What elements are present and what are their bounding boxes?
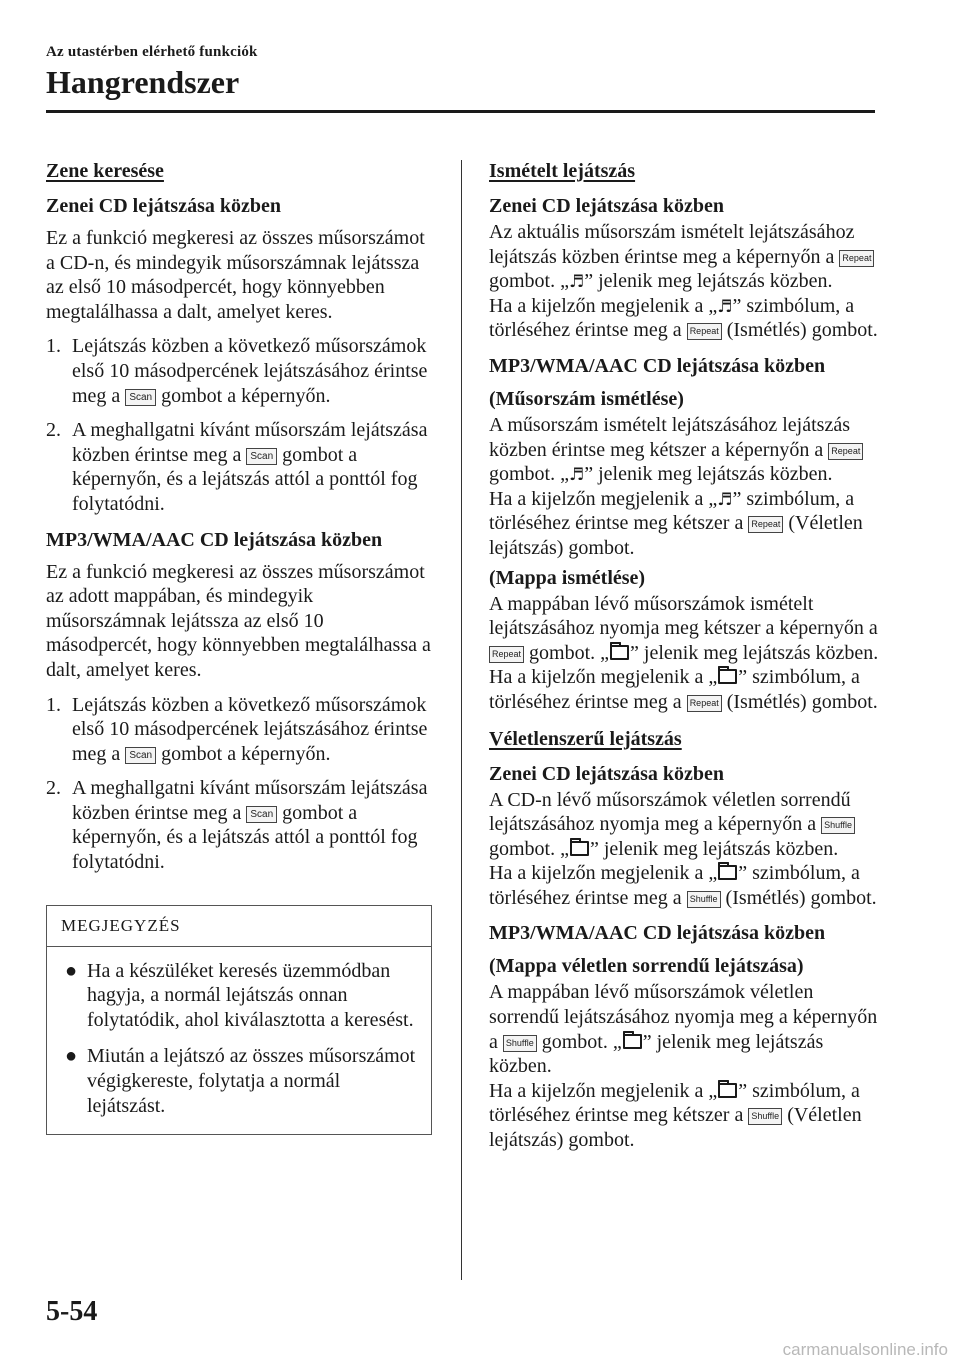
column-divider xyxy=(461,160,462,1280)
text: gombot. „ xyxy=(489,270,569,293)
text: ” szimbólum, a törléséhez érintse meg kétszer a xyxy=(489,1079,860,1127)
text: (Véletlen lejátszás) gombot. xyxy=(489,512,863,559)
list-item xyxy=(46,418,434,516)
music-note-icon: ♬ xyxy=(569,465,585,486)
paragraph-repeat-cd xyxy=(489,220,881,343)
text: Az aktuális műsorszám ismételt lejátszásához lejátszás közben érintse meg a képernyőn a xyxy=(489,221,855,268)
note-body xyxy=(47,947,431,1135)
text: gombot. „ xyxy=(489,463,569,486)
subsection-title-cd: Zenei CD lejátszása közben xyxy=(46,195,281,217)
text: A műsorszám ismételt lejátszásához lejátszás közben érintse meg kétszer a képernyőn a xyxy=(489,413,850,461)
subsection-title-mp3: MP3/WMA/AAC CD lejátszása közben xyxy=(489,354,826,377)
step-number: 2. xyxy=(46,419,61,442)
music-note-icon: ♬ xyxy=(569,272,585,293)
text: A CD-n lévő műsorszámok véletlen sorrendű lejátszásához nyomja meg a képernyőn a xyxy=(489,788,851,836)
shuffle-button-icon: Shuffle xyxy=(503,1035,537,1052)
text: Ha a kijelzőn megjelenik a „ xyxy=(489,487,718,510)
step-text: gombot a képernyőn. xyxy=(161,384,331,407)
text: ” szimbólum, a törléséhez érintse meg a xyxy=(489,294,855,342)
music-note-icon: ♬ xyxy=(717,296,733,317)
subsection-title-mp3: MP3/WMA/AAC CD lejátszása közben xyxy=(489,922,826,945)
step-text: gombot a képernyőn, és a lejátszás attól a ponttól fog folytatódni. xyxy=(72,801,418,874)
section-title-repeat: Ismételt lejátszás xyxy=(489,160,636,182)
folder-icon xyxy=(718,669,737,684)
text: (Ismétlés) gombot. xyxy=(725,886,877,909)
list-item xyxy=(46,334,434,408)
text: (Ismétlés) gombot. xyxy=(726,690,878,713)
text: ” szimbólum, a törléséhez érintse meg a xyxy=(489,666,860,713)
note-box xyxy=(46,905,432,1136)
header-rule xyxy=(46,110,875,113)
text: Ha a kijelzőn megjelenik a „ xyxy=(489,294,718,317)
shuffle-button-icon: Shuffle xyxy=(687,891,721,908)
subsection-title-cd: Zenei CD lejátszása közben xyxy=(489,762,724,785)
music-note-icon: ♬ xyxy=(717,489,733,510)
step-number: 1. xyxy=(46,335,61,358)
note-title: MEGJEGYZÉS xyxy=(47,906,431,947)
text: Ha a kijelzőn megjelenik a „ xyxy=(489,1079,718,1102)
text: Ha a kijelzőn megjelenik a „ xyxy=(489,666,718,689)
bullet-icon: ● xyxy=(65,1045,78,1068)
paragraph-cd-search: Ez a funkció megkeresi az összes műsorszámot a CD-n, és mindegyik műsorszámnak lejátssza az első 10 másodpercét, hogy könnyebben megtalálhassa a dalt, amelyet keres. xyxy=(46,227,425,323)
repeat-button-icon: Repeat xyxy=(489,646,524,663)
step-text: Lejátszás közben a következő műsorszámok első 10 másodpercének lejátszásához érintse meg a xyxy=(72,335,428,407)
note-text: Miután a lejátszó az összes műsorszámot végigkereste, folytatja a normál lejátszást. xyxy=(87,1045,416,1117)
section-title-search: Zene keresése xyxy=(46,160,164,182)
paragraph-mp3-search: Ez a funkció megkeresi az összes műsorszámot az adott mappában, és mindegyik műsorszámnak lejátssza az első 10 másodpercét, hogy könnyebben megtalálhassa a dalt, amelyet keres. xyxy=(46,560,431,681)
step-text: A meghallgatni kívánt műsorszám lejátszása közben érintse meg a xyxy=(72,777,428,824)
paragraph-track-repeat xyxy=(489,413,881,561)
text: ” jelenik meg lejátszás közben. xyxy=(630,641,879,664)
text: (Ismétlés) gombot. xyxy=(726,319,878,342)
folder-icon xyxy=(623,1034,642,1049)
folder-icon xyxy=(718,865,737,880)
page-number: 5-54 xyxy=(46,1296,98,1327)
step-number: 2. xyxy=(46,777,61,800)
subsection-title-track-repeat: (Műsorszám ismétlése) xyxy=(489,387,684,410)
repeat-button-icon: Repeat xyxy=(687,323,722,340)
running-header: Az utastérben elérhető funkciók xyxy=(46,44,258,60)
list-item xyxy=(46,693,434,767)
left-column xyxy=(46,157,434,1135)
text: gombot. „ xyxy=(529,641,610,664)
paragraph-folder-repeat xyxy=(489,592,881,715)
right-column xyxy=(489,157,881,1163)
list-item xyxy=(46,776,434,874)
text: gombot. „ xyxy=(489,837,569,860)
text: ” jelenik meg lejátszás közben. xyxy=(584,270,833,293)
text: gombot. „ xyxy=(541,1030,622,1053)
scan-button-icon: Scan xyxy=(125,747,156,764)
folder-icon xyxy=(570,841,589,856)
subsection-title-folder-repeat: (Mappa ismétlése) xyxy=(489,566,646,589)
repeat-button-icon: Repeat xyxy=(748,516,783,533)
section-title-shuffle: Véletlenszerű lejátszás xyxy=(489,727,682,750)
scan-button-icon: Scan xyxy=(246,448,277,465)
text: Ha a kijelzőn megjelenik a „ xyxy=(489,862,718,885)
paragraph-folder-shuffle xyxy=(489,980,881,1152)
watermark: carmanualsonline.info xyxy=(782,1340,948,1359)
scan-button-icon: Scan xyxy=(125,389,156,406)
step-text: Lejátszás közben a következő műsorszámok első 10 másodpercének lejátszásához érintse meg a xyxy=(72,693,428,765)
step-text: gombot a képernyőn, és a lejátszás attól a ponttól fog folytatódni. xyxy=(72,443,418,515)
bullet-icon: ● xyxy=(65,959,78,982)
text: ” jelenik meg lejátszás közben. xyxy=(584,463,833,486)
steps-cd-search xyxy=(46,334,434,516)
repeat-button-icon: Repeat xyxy=(828,443,863,460)
text: ” szimbólum, a törléséhez érintse meg kétszer a xyxy=(489,487,855,535)
step-text: gombot a képernyőn. xyxy=(161,742,331,765)
text: ” jelenik meg lejátszás közben. xyxy=(590,837,839,860)
list-item xyxy=(61,1044,417,1118)
steps-mp3-search xyxy=(46,693,434,875)
list-item xyxy=(61,959,417,1033)
shuffle-button-icon: Shuffle xyxy=(748,1108,782,1125)
step-text: A meghallgatni kívánt műsorszám lejátszása közben érintse meg a xyxy=(72,419,428,466)
text: A mappában lévő műsorszámok ismételt lejátszásához nyomja meg kétszer a képernyőn a xyxy=(489,592,878,640)
paragraph-shuffle-cd xyxy=(489,788,881,911)
shuffle-button-icon: Shuffle xyxy=(821,817,855,834)
text: (Véletlen lejátszás) gombot. xyxy=(489,1104,862,1152)
folder-icon xyxy=(610,645,629,660)
text: ” szimbólum, a törléséhez érintse meg a xyxy=(489,862,860,909)
subsection-title-folder-shuffle: (Mappa véletlen sorrendű lejátszása) xyxy=(489,955,804,978)
folder-icon xyxy=(718,1083,737,1098)
repeat-button-icon: Repeat xyxy=(839,250,874,267)
note-text: Ha a készüléket keresés üzemmódban hagyja, a normál lejátszás onnan folytatódik, ahol kiválasztotta a keresést. xyxy=(87,959,414,1031)
subsection-title-mp3: MP3/WMA/AAC CD lejátszása közben xyxy=(46,528,383,551)
chapter-title: Hangrendszer xyxy=(46,64,240,100)
scan-button-icon: Scan xyxy=(246,806,277,823)
repeat-button-icon: Repeat xyxy=(687,695,722,712)
text: A mappában lévő műsorszámok véletlen sorrendű lejátszásához nyomja meg a képernyőn a xyxy=(489,981,878,1053)
subsection-title-cd: Zenei CD lejátszása közben xyxy=(489,195,724,217)
step-number: 1. xyxy=(46,693,61,716)
text: ” jelenik meg lejátszás közben. xyxy=(489,1030,824,1078)
